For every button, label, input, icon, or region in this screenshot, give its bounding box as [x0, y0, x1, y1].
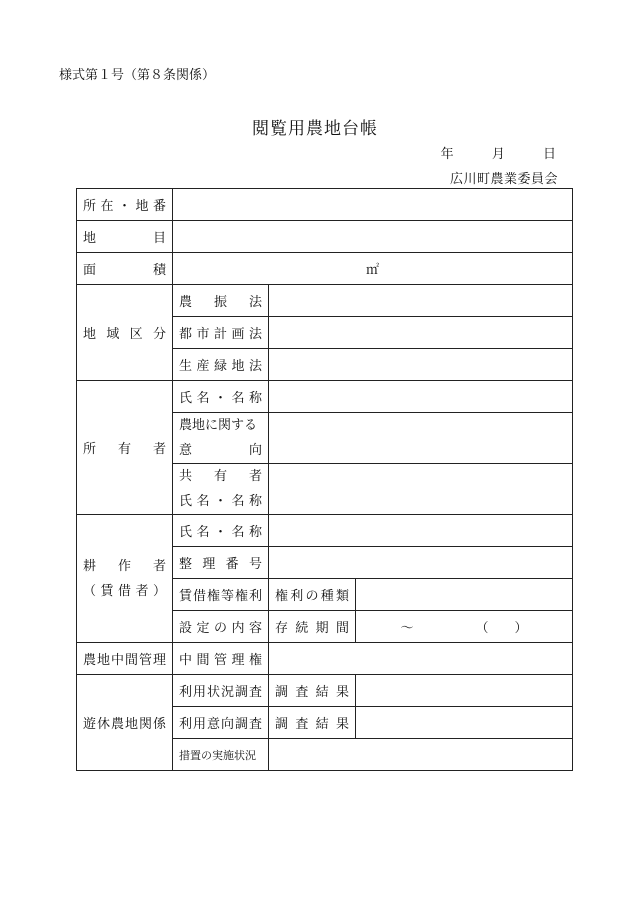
value-duration[interactable]: [356, 611, 573, 643]
value-tenant-number[interactable]: [269, 547, 573, 579]
label-location: 所在・地番: [77, 189, 173, 221]
row-intermediary: [77, 643, 573, 675]
label-duration: 存続期間: [269, 611, 356, 643]
row-land-category: [77, 221, 573, 253]
owner-intent-char-a: 意: [179, 443, 193, 458]
value-region-agri-promotion[interactable]: [269, 285, 573, 317]
day-label: 日: [542, 147, 556, 162]
label-tenant: [77, 515, 173, 643]
label-tenant-name: 氏名・名称: [173, 515, 269, 547]
label-idle-land: 遊休農地関係: [77, 675, 173, 771]
co-owner-line2: 氏名・名称: [179, 494, 262, 509]
label-measures: 措置の実施状況: [173, 739, 269, 771]
value-region-city-planning[interactable]: [269, 317, 573, 349]
row-owner-1: [77, 381, 573, 413]
label-intermediary-item: 中間管理権: [173, 643, 269, 675]
label-tenant-number: 整理番号: [173, 547, 269, 579]
value-right-type[interactable]: [356, 579, 573, 611]
duration-tilde: ～: [400, 621, 414, 636]
label-region-city-planning: 都市計画法: [173, 317, 269, 349]
label-lease-right-line1: 賃借権等権利: [173, 579, 269, 611]
value-owner-name[interactable]: [269, 381, 573, 413]
label-right-type: 権利の種類: [269, 579, 356, 611]
co-owner-line1: 共 有 者: [179, 469, 262, 484]
label-usage-survey-result: 調査結果: [269, 675, 356, 707]
year-label: 年: [440, 147, 454, 162]
owner-intent-char-b: 向: [248, 443, 262, 458]
label-usage-survey: 利用状況調査: [173, 675, 269, 707]
label-region-green-land: 生産緑地法: [173, 349, 269, 381]
label-owner-intent: [173, 413, 269, 464]
area-unit: ㎡: [366, 263, 380, 278]
tenant-line1: 耕 作 者: [83, 558, 166, 574]
value-intermediary[interactable]: [269, 643, 573, 675]
value-region-green-land[interactable]: [269, 349, 573, 381]
row-area: [77, 253, 573, 285]
label-region-class: 地域区分: [77, 285, 173, 381]
value-usage-survey-result[interactable]: [356, 675, 573, 707]
tenant-line2: （賃借者）: [83, 583, 166, 599]
label-area: 面 積: [77, 253, 173, 285]
row-idle-1: [77, 675, 573, 707]
issuer-name: 広川町農業委員会: [449, 172, 558, 187]
value-tenant-name[interactable]: [269, 515, 573, 547]
label-intent-survey: 利用意向調査: [173, 707, 269, 739]
label-owner: 所 有 者: [77, 381, 173, 515]
value-co-owner[interactable]: [269, 464, 573, 515]
label-intermediary: 農地中間管理: [77, 643, 173, 675]
label-lease-right-line2: 設定の内容: [173, 611, 269, 643]
value-intent-survey-result[interactable]: [356, 707, 573, 739]
label-land-category: 地 目: [77, 221, 173, 253]
value-owner-intent[interactable]: [269, 413, 573, 464]
value-location[interactable]: [173, 189, 573, 221]
value-area[interactable]: [173, 253, 573, 285]
date-line: [407, 143, 556, 162]
label-region-agri-promotion: 農 振 法: [173, 285, 269, 317]
row-region-1: [77, 285, 573, 317]
label-owner-name: 氏名・名称: [173, 381, 269, 413]
ledger-table: [76, 188, 573, 771]
label-co-owner: [173, 464, 269, 515]
value-measures[interactable]: [269, 739, 573, 771]
duration-paren: （ ）: [475, 621, 528, 636]
label-intent-survey-result: 調査結果: [269, 707, 356, 739]
owner-intent-line2: [179, 438, 262, 463]
month-label: 月: [491, 147, 505, 162]
row-tenant-1: [77, 515, 573, 547]
value-land-category[interactable]: [173, 221, 573, 253]
owner-intent-line1: 農地に関する: [179, 418, 258, 433]
document-title: 閲覧用農地台帳: [252, 119, 378, 139]
row-location: [77, 189, 573, 221]
form-code: 様式第１号（第８条関係）: [59, 68, 216, 83]
